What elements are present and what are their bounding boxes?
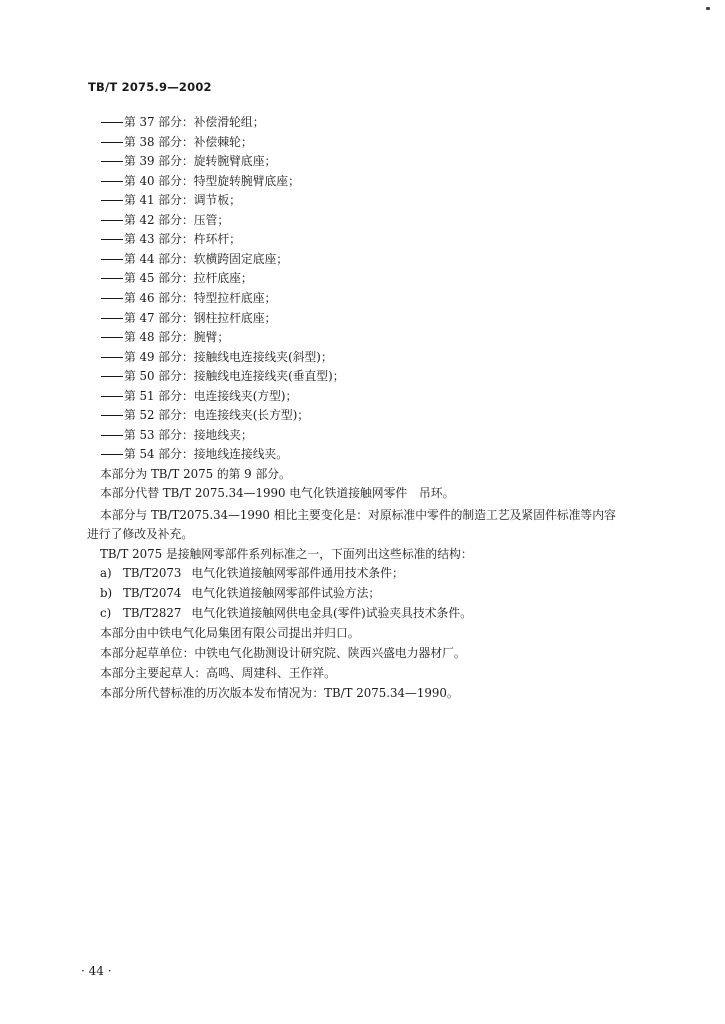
list-item: 第 53 部分：接地线夹；	[101, 426, 253, 446]
paragraph: 本部分所代替标准的历次版本发布情况为：TB/T 2075.34—1990。	[100, 686, 459, 700]
list-item: 第 41 部分：调节板；	[101, 191, 241, 211]
dash	[101, 454, 123, 455]
paragraph: 本部分起草单位：中铁电气化勘测设计研究院、陕西兴盛电力器材厂。	[100, 646, 466, 660]
list-item: 第 40 部分：特型旋转腕臂底座；	[101, 172, 300, 192]
paragraph: 本部分代替 TB/T 2075.34—1990 电气化铁道接触网零件 吊环。	[100, 486, 455, 500]
page-number: · 44 ·	[81, 964, 112, 978]
dash	[101, 181, 123, 182]
dash	[101, 298, 123, 299]
list-item: 第 51 部分：电连接线夹(方型)；	[101, 387, 297, 407]
list-item: 第 39 部分：旋转腕臂底座；	[101, 152, 276, 172]
structure-item: b) TB/T2074 电气化铁道接触网零部件试验方法；	[100, 586, 381, 600]
list-item: 第 50 部分：接触线电连接线夹(垂直型)；	[101, 367, 345, 387]
list-item: 第 48 部分：腕臂；	[101, 328, 229, 348]
dash	[101, 357, 123, 358]
structure-item: c) TB/T2827 电气化铁道接触网供电金具(零件)试验夹具技术条件。	[100, 606, 472, 620]
list-item: 第 52 部分：电连接线夹(长方型)；	[101, 406, 309, 426]
list-item: 第 42 部分：压管；	[101, 211, 229, 231]
dash	[101, 415, 123, 416]
paragraph: TB/T 2075 是接触网零部件系列标准之一，下面列出这些标准的结构：	[100, 547, 473, 561]
list-item: 第 38 部分：补偿棘轮；	[101, 133, 253, 153]
paragraph: 本部分由中铁电气化局集团有限公司提出并归口。	[100, 626, 360, 640]
dash	[101, 376, 123, 377]
list-item: 第 37 部分：补偿滑轮组；	[101, 113, 265, 133]
standard-header: TB/T 2075.9—2002	[88, 80, 212, 94]
dash	[101, 200, 123, 201]
paragraph: 本部分主要起草人：高鸣、周建科、王作祥。	[100, 666, 336, 680]
list-item: 第 49 部分：接触线电连接线夹(斜型)；	[101, 348, 333, 368]
dash	[101, 161, 123, 162]
dash	[101, 318, 123, 319]
dash	[101, 239, 123, 240]
dash	[101, 278, 123, 279]
list-item: 第 54 部分：接地线连接线夹。	[101, 445, 288, 465]
structure-item: a) TB/T2073 电气化铁道接触网零部件通用技术条件；	[100, 566, 404, 580]
dash	[101, 122, 123, 123]
dash	[101, 142, 123, 143]
list-item: 第 46 部分：特型拉杆底座；	[101, 289, 276, 309]
paragraph-continuation: 进行了修改及补充。	[87, 527, 194, 541]
dash	[101, 259, 123, 260]
dash	[101, 435, 123, 436]
list-item: 第 47 部分：钢柱拉杆底座；	[101, 309, 276, 329]
list-item: 第 44 部分：软横跨固定底座；	[101, 250, 288, 270]
dash	[101, 337, 123, 338]
paragraph: 本部分为 TB/T 2075 的第 9 部分。	[100, 467, 291, 481]
list-item: 第 45 部分：拉杆底座；	[101, 269, 253, 289]
dash	[101, 220, 123, 221]
dash	[101, 396, 123, 397]
list-item: 第 43 部分：杵环杆；	[101, 230, 241, 250]
paragraph: 本部分与 TB/T2075.34—1990 相比主要变化是：对原标准中零件的制造工艺及紧固件标准等内容	[100, 508, 616, 522]
scan-mark	[706, 7, 710, 10]
